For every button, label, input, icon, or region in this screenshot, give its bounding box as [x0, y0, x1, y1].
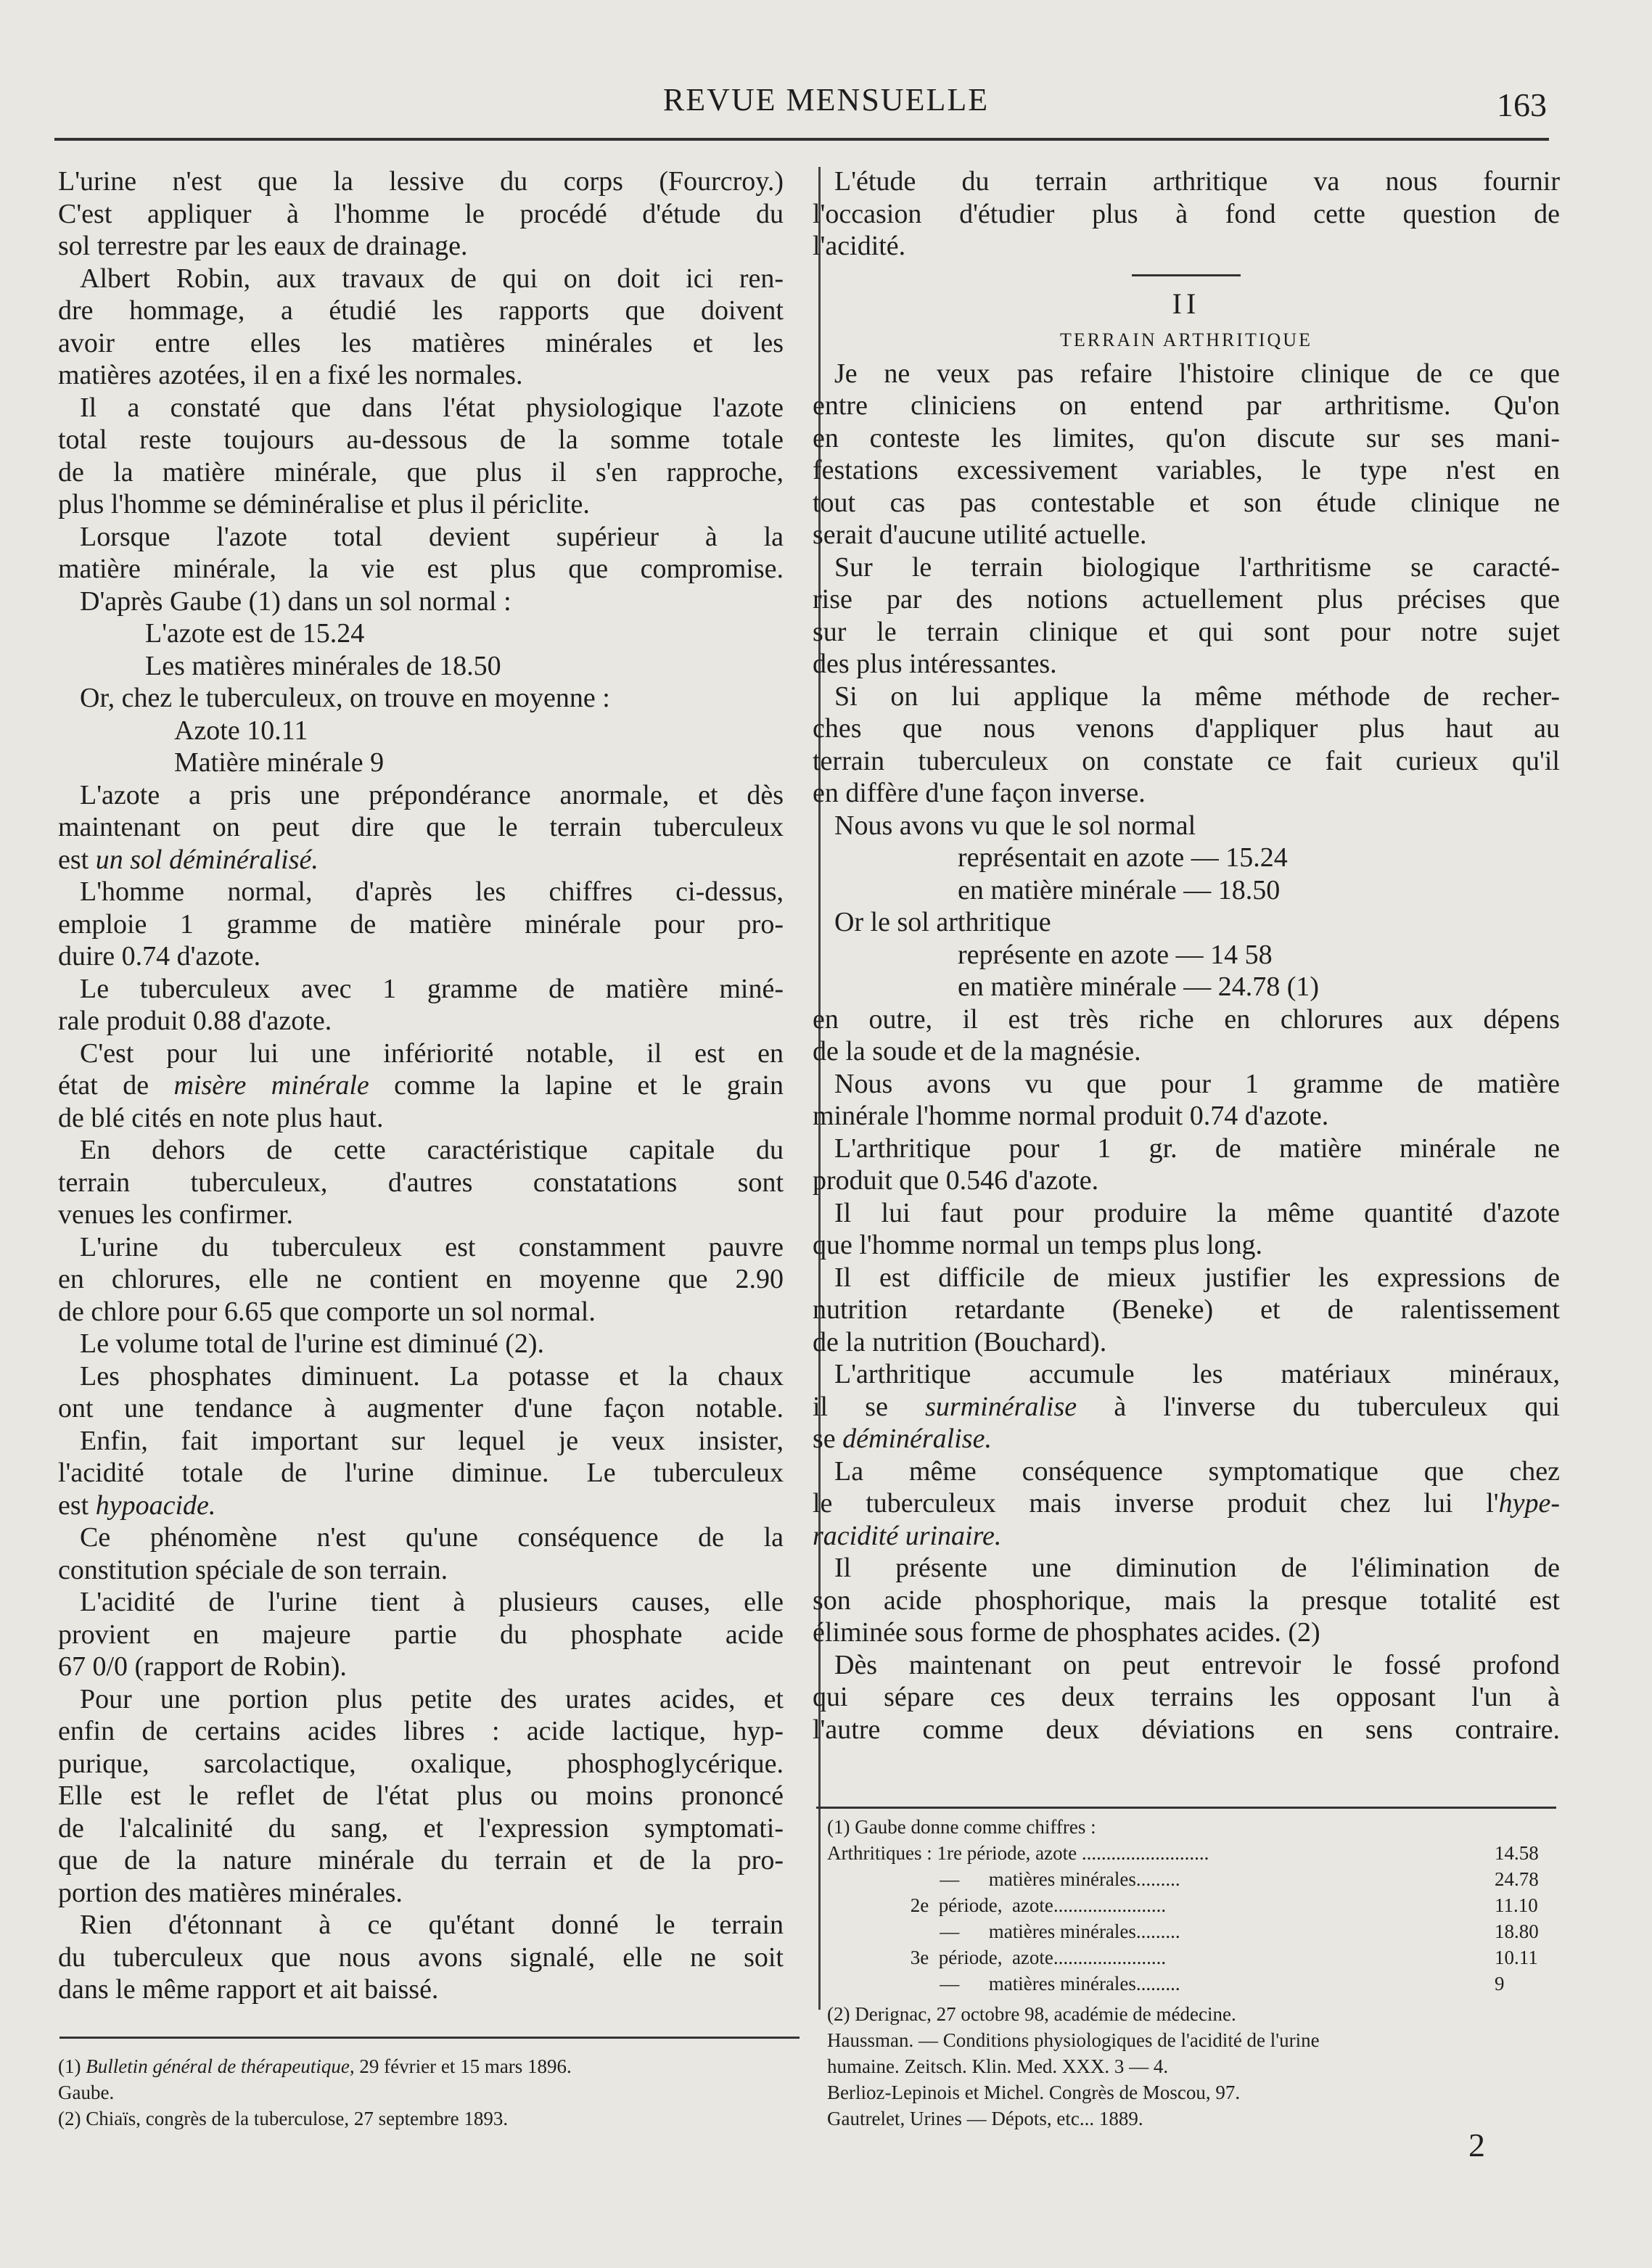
footnote-rule-right — [816, 1807, 1556, 1809]
footnote-table-value: 24.78 — [1495, 1868, 1539, 1890]
left-text-line: Rien d'étonnant à ce qu'étant donné le terrain — [80, 1910, 784, 1940]
left-text-line: C'est pour lui une infériorité notable, il est en — [80, 1038, 784, 1069]
footnote-table-row — [827, 1944, 1560, 1971]
left-text-line: est hypoacide. — [58, 1490, 216, 1521]
right-text-line: entre cliniciens on entend par arthritisme. Qu'on — [813, 390, 1560, 421]
left-text-line: de la matière minérale, que plus il s'en rapproche, — [58, 456, 784, 488]
right-text-line: rise par des notions actuellement plus précises que — [813, 584, 1560, 615]
right-text-line: des plus intéressantes. — [813, 649, 1057, 679]
left-text-line: Le volume total de l'urine est diminué (2). — [80, 1328, 545, 1359]
footnote-table-label: — matières minérales......... — [827, 1920, 1180, 1942]
left-text-line: Matière minérale 9 — [174, 747, 385, 778]
footnote-table-row — [827, 1840, 1560, 1866]
left-text-line: venues les confirmer. — [58, 1199, 293, 1230]
footnote-table-value: 18.80 — [1495, 1920, 1539, 1942]
signature-mark: 2 — [1468, 2127, 1485, 2164]
left-text-line: L'acidité de l'urine tient à plusieurs causes, elle — [80, 1587, 784, 1617]
left-text-line: maintenant on peut dire que le terrain tuberculeux — [58, 812, 784, 842]
left-text-line: Lorsque l'azote total devient supérieur à la — [80, 521, 784, 552]
right-intro-text-line: l'occasion d'étudier plus à fond cette question de — [813, 198, 1560, 229]
footnote-table-row — [827, 1971, 1560, 1997]
left-text-line: L'urine du tuberculeux est constamment pauvre — [80, 1231, 784, 1262]
right-text-line: Si on lui applique la même méthode de recher- — [834, 681, 1560, 712]
left-text-line: Le tuberculeux avec 1 gramme de matière miné- — [80, 973, 784, 1004]
right-intro-text-line: l'acidité. — [813, 231, 906, 261]
left-text-line: sol terrestre par les eaux de drainage. — [58, 231, 468, 261]
right-text-line: qui sépare ces deux terrains les opposant l'un à — [813, 1682, 1560, 1712]
footnote-right-line: Gautrelet, Urines — Dépots, etc... 1889. — [827, 2108, 1143, 2129]
right-text-line: festations excessivement variables, le type n'est en — [813, 455, 1560, 485]
right-text-line: nutrition retardante (Beneke) et de ralentissement — [813, 1294, 1560, 1325]
footnotes-right — [827, 1814, 1560, 2132]
left-text-line: Ce phénomène n'est qu'une conséquence de la — [80, 1522, 784, 1553]
left-text-line: total reste toujours au-dessous de la somme totale — [58, 424, 784, 455]
left-text-line: état de misère minérale comme la lapine et le grain — [58, 1070, 784, 1101]
left-text-line: Il a constaté que dans l'état physiologique l'azote — [80, 392, 784, 423]
right-text-line: en matière minérale — 18.50 — [958, 874, 1281, 905]
right-text-line: son acide phosphorique, mais la presque totalité est — [813, 1585, 1560, 1616]
right-column — [813, 165, 1560, 1746]
right-text-line: le tuberculeux mais inverse produit chez lui l'hype- — [813, 1488, 1560, 1519]
right-text-line: tout cas pas contestable et son étude clinique ne — [813, 487, 1560, 518]
right-text-line: minérale l'homme normal produit 0.74 d'azote. — [813, 1101, 1329, 1131]
right-text-line: Il lui faut pour produire la même quantité d'azote — [834, 1197, 1560, 1228]
left-text-line: Azote 10.11 — [174, 715, 308, 746]
left-text-line: du tuberculeux que nous avons signalé, elle ne soit — [58, 1942, 784, 1973]
left-text-line: est un sol déminéralisé. — [58, 844, 319, 875]
left-text-line: plus l'homme se déminéralise et plus il périclite. — [58, 489, 590, 519]
left-text-line: L'homme normal, d'après les chiffres ci-dessus, — [80, 876, 784, 907]
right-text-line: éliminée sous forme de phosphates acides. (2) — [813, 1617, 1320, 1648]
footnote-table-label: 3e période, azote....................... — [827, 1947, 1167, 1968]
right-text-line: se déminéralise. — [813, 1423, 992, 1454]
left-text-line: avoir entre elles les matières minérales et les — [58, 327, 784, 358]
right-text-line: Nous avons vu que pour 1 gramme de matière — [834, 1068, 1560, 1099]
footnote-table-label: — matières minérales......... — [827, 1973, 1180, 1994]
right-column-body — [813, 358, 1560, 1746]
right-text-line: représentait en azote — 15.24 — [958, 842, 1288, 873]
section-title: TERRAIN ARTHRITIQUE — [1060, 329, 1312, 350]
footnote-right-line: Haussman. — Conditions physiologiques de l'acidité de l'urine — [827, 2029, 1320, 2051]
left-text-line: provient en majeure partie du phosphate acide — [58, 1619, 784, 1650]
left-text-line: L'azote a pris une prépondérance anormale, et dès — [80, 779, 784, 810]
footnote-rule-left — [59, 2037, 800, 2039]
left-text-line: de blé cités en note plus haut. — [58, 1102, 384, 1133]
header-rule — [54, 138, 1549, 141]
right-text-line: L'arthritique accumule les matériaux minéraux, — [834, 1359, 1560, 1389]
left-text-line: de chlore pour 6.65 que comporte un sol normal. — [58, 1296, 596, 1327]
left-text-line: En dehors de cette caractéristique capitale du — [80, 1135, 784, 1165]
left-text-line: Les matières minérales de 18.50 — [145, 650, 501, 681]
right-text-line: racidité urinaire. — [813, 1520, 1002, 1551]
left-text-line: Enfin, fait important sur lequel je veux insister, — [80, 1425, 784, 1456]
right-text-line: en diffère d'une façon inverse. — [813, 778, 1146, 808]
left-text-line: L'azote est de 15.24 — [145, 618, 365, 649]
left-text-line: D'après Gaube (1) dans un sol normal : — [80, 586, 511, 617]
section-number: II — [1172, 287, 1201, 320]
right-text-line: Je ne veux pas refaire l'histoire clinique de ce que — [834, 358, 1560, 389]
right-text-line: Sur le terrain biologique l'arthritisme se caracté- — [834, 551, 1560, 583]
left-text-line: enfin de certains acides libres : acide lactique, hyp- — [58, 1716, 784, 1746]
right-text-line: La même conséquence symptomatique que chez — [834, 1455, 1560, 1487]
right-text-line: en matière minérale — 24.78 (1) — [958, 971, 1320, 1002]
left-text-line: matières azotées, il en a fixé les normales. — [58, 360, 523, 390]
right-text-line: Il présente une diminution de l'élimination de — [834, 1553, 1560, 1583]
left-text-line: dans le même rapport et ait baissé. — [58, 1974, 439, 2005]
page-number: 163 — [1497, 86, 1547, 123]
footnote-table-label: 2e période, azote....................... — [827, 1894, 1167, 1916]
left-text-line: dre hommage, a étudié les rapports que doivent — [58, 295, 784, 326]
left-text-line: terrain tuberculeux, d'autres constatations sont — [58, 1167, 784, 1198]
left-text-line: purique, sarcolactique, oxalique, phosphoglycérique. — [58, 1748, 784, 1779]
right-text-line: serait d'aucune utilité actuelle. — [813, 519, 1147, 550]
footnote-table-value: 10.11 — [1495, 1947, 1538, 1968]
footnote-left-line: Gaube. — [58, 2082, 115, 2103]
left-text-line: constitution spéciale de son terrain. — [58, 1554, 448, 1585]
right-text-line: représente en azote — 14 58 — [958, 939, 1273, 970]
right-text-line: sur le terrain clinique et qui sont pour notre sujet — [813, 616, 1560, 647]
right-text-line: de la nutrition (Bouchard). — [813, 1326, 1107, 1357]
footnotes-left — [58, 2053, 784, 2132]
right-column-intro — [813, 165, 1560, 263]
right-text-line: que l'homme normal un temps plus long. — [813, 1230, 1263, 1260]
left-column — [58, 165, 784, 2006]
footnote-right-line: Berlioz-Lepinois et Michel. Congrès de Moscou, 97. — [827, 2082, 1241, 2103]
right-text-line: l'autre comme deux déviations en sens contraire. — [813, 1714, 1560, 1745]
left-text-line: Pour une portion plus petite des urates acides, et — [80, 1683, 784, 1714]
right-text-line: de la soude et de la magnésie. — [813, 1036, 1141, 1067]
footnote-references — [827, 2001, 1560, 2132]
footnote-table-value: 9 — [1495, 1973, 1505, 1994]
left-text-line: rale produit 0.88 d'azote. — [58, 1006, 332, 1036]
footnote-left-line: (2) Chiaïs, congrès de la tuberculose, 27 septembre 1893. — [58, 2108, 509, 2129]
left-text-line: Albert Robin, aux travaux de qui on doit ici ren- — [80, 263, 784, 294]
running-header-title: REVUE MENSUELLE — [662, 82, 990, 118]
left-text-line: en chlorures, elle ne contient en moyenne que 2.90 — [58, 1264, 784, 1294]
right-text-line: terrain tuberculeux on constate ce fait curieux qu'il — [813, 745, 1560, 776]
left-text-line: que de la nature minérale du terrain et de la pro- — [58, 1845, 784, 1875]
footnote-right-line: humaine. Zeitsch. Klin. Med. XXX. 3 — 4. — [827, 2055, 1169, 2077]
footnote-table-value: 14.58 — [1495, 1842, 1539, 1864]
right-text-line: L'arthritique pour 1 gr. de matière minérale ne — [834, 1133, 1560, 1164]
section-separator — [1132, 274, 1241, 276]
footnote-table-label: Arthritiques : 1re période, azote .......................... — [827, 1842, 1209, 1864]
left-text-line: Elle est le reflet de l'état plus ou moins prononcé — [58, 1780, 784, 1811]
right-text-line: Nous avons vu que le sol normal — [834, 810, 1196, 841]
left-text-line: matière minérale, la vie est plus que compromise. — [58, 554, 784, 584]
footnote-table-label: — matières minérales......... — [827, 1868, 1180, 1890]
footnote-table-row — [827, 1918, 1560, 1944]
left-text-line: 67 0/0 (rapport de Robin). — [58, 1651, 347, 1682]
right-intro-text-line: L'étude du terrain arthritique va nous fournir — [834, 166, 1560, 197]
footnote-table — [827, 1840, 1560, 1997]
right-text-line: ches que nous venons d'appliquer plus haut au — [813, 713, 1560, 744]
right-text-line: produit que 0.546 d'azote. — [813, 1165, 1099, 1196]
right-text-line: en outre, il est très riche en chlorures aux dépens — [813, 1003, 1560, 1035]
left-text-line: l'acidité totale de l'urine diminue. Le tuberculeux — [58, 1458, 784, 1488]
left-text-line: L'urine n'est que la lessive du corps (Fourcroy.) — [58, 166, 784, 197]
left-text-line: C'est appliquer à l'homme le procédé d'étude du — [58, 198, 784, 229]
right-text-line: Dès maintenant on peut entrevoir le fossé profond — [834, 1649, 1560, 1680]
footnote-left-line: (1) Bulletin général de thérapeutique, 29 février et 15 mars 1896. — [58, 2055, 572, 2077]
left-text-line: Or, chez le tuberculeux, on trouve en moyenne : — [80, 683, 610, 713]
left-text-line: emploie 1 gramme de matière minérale pour pro- — [58, 908, 784, 940]
footnote-intro: (1) Gaube donne comme chiffres : — [827, 1816, 1096, 1838]
left-text-line: Les phosphates diminuent. La potasse et la chaux — [80, 1360, 784, 1392]
right-text-line: en conteste les limites, qu'on discute sur ses mani- — [813, 422, 1560, 453]
footnote-table-row — [827, 1866, 1560, 1892]
footnote-table-value: 11.10 — [1495, 1894, 1538, 1916]
right-text-line: Or le sol arthritique — [834, 907, 1051, 937]
footnote-right-line: (2) Derignac, 27 octobre 98, académie de médecine. — [827, 2003, 1236, 2025]
left-text-line: duire 0.74 d'azote. — [58, 941, 261, 971]
left-text-line: ont une tendance à augmenter d'une façon notable. — [58, 1393, 784, 1423]
right-text-line: Il est difficile de mieux justifier les expressions de — [834, 1262, 1560, 1293]
left-text-line: de l'alcalinité du sang, et l'expression symptomati- — [58, 1812, 784, 1844]
right-text-line: il se surminéralise à l'inverse du tuberculeux qui — [813, 1391, 1560, 1422]
left-text-line: portion des matières minérales. — [58, 1877, 403, 1908]
footnote-table-row — [827, 1892, 1560, 1918]
